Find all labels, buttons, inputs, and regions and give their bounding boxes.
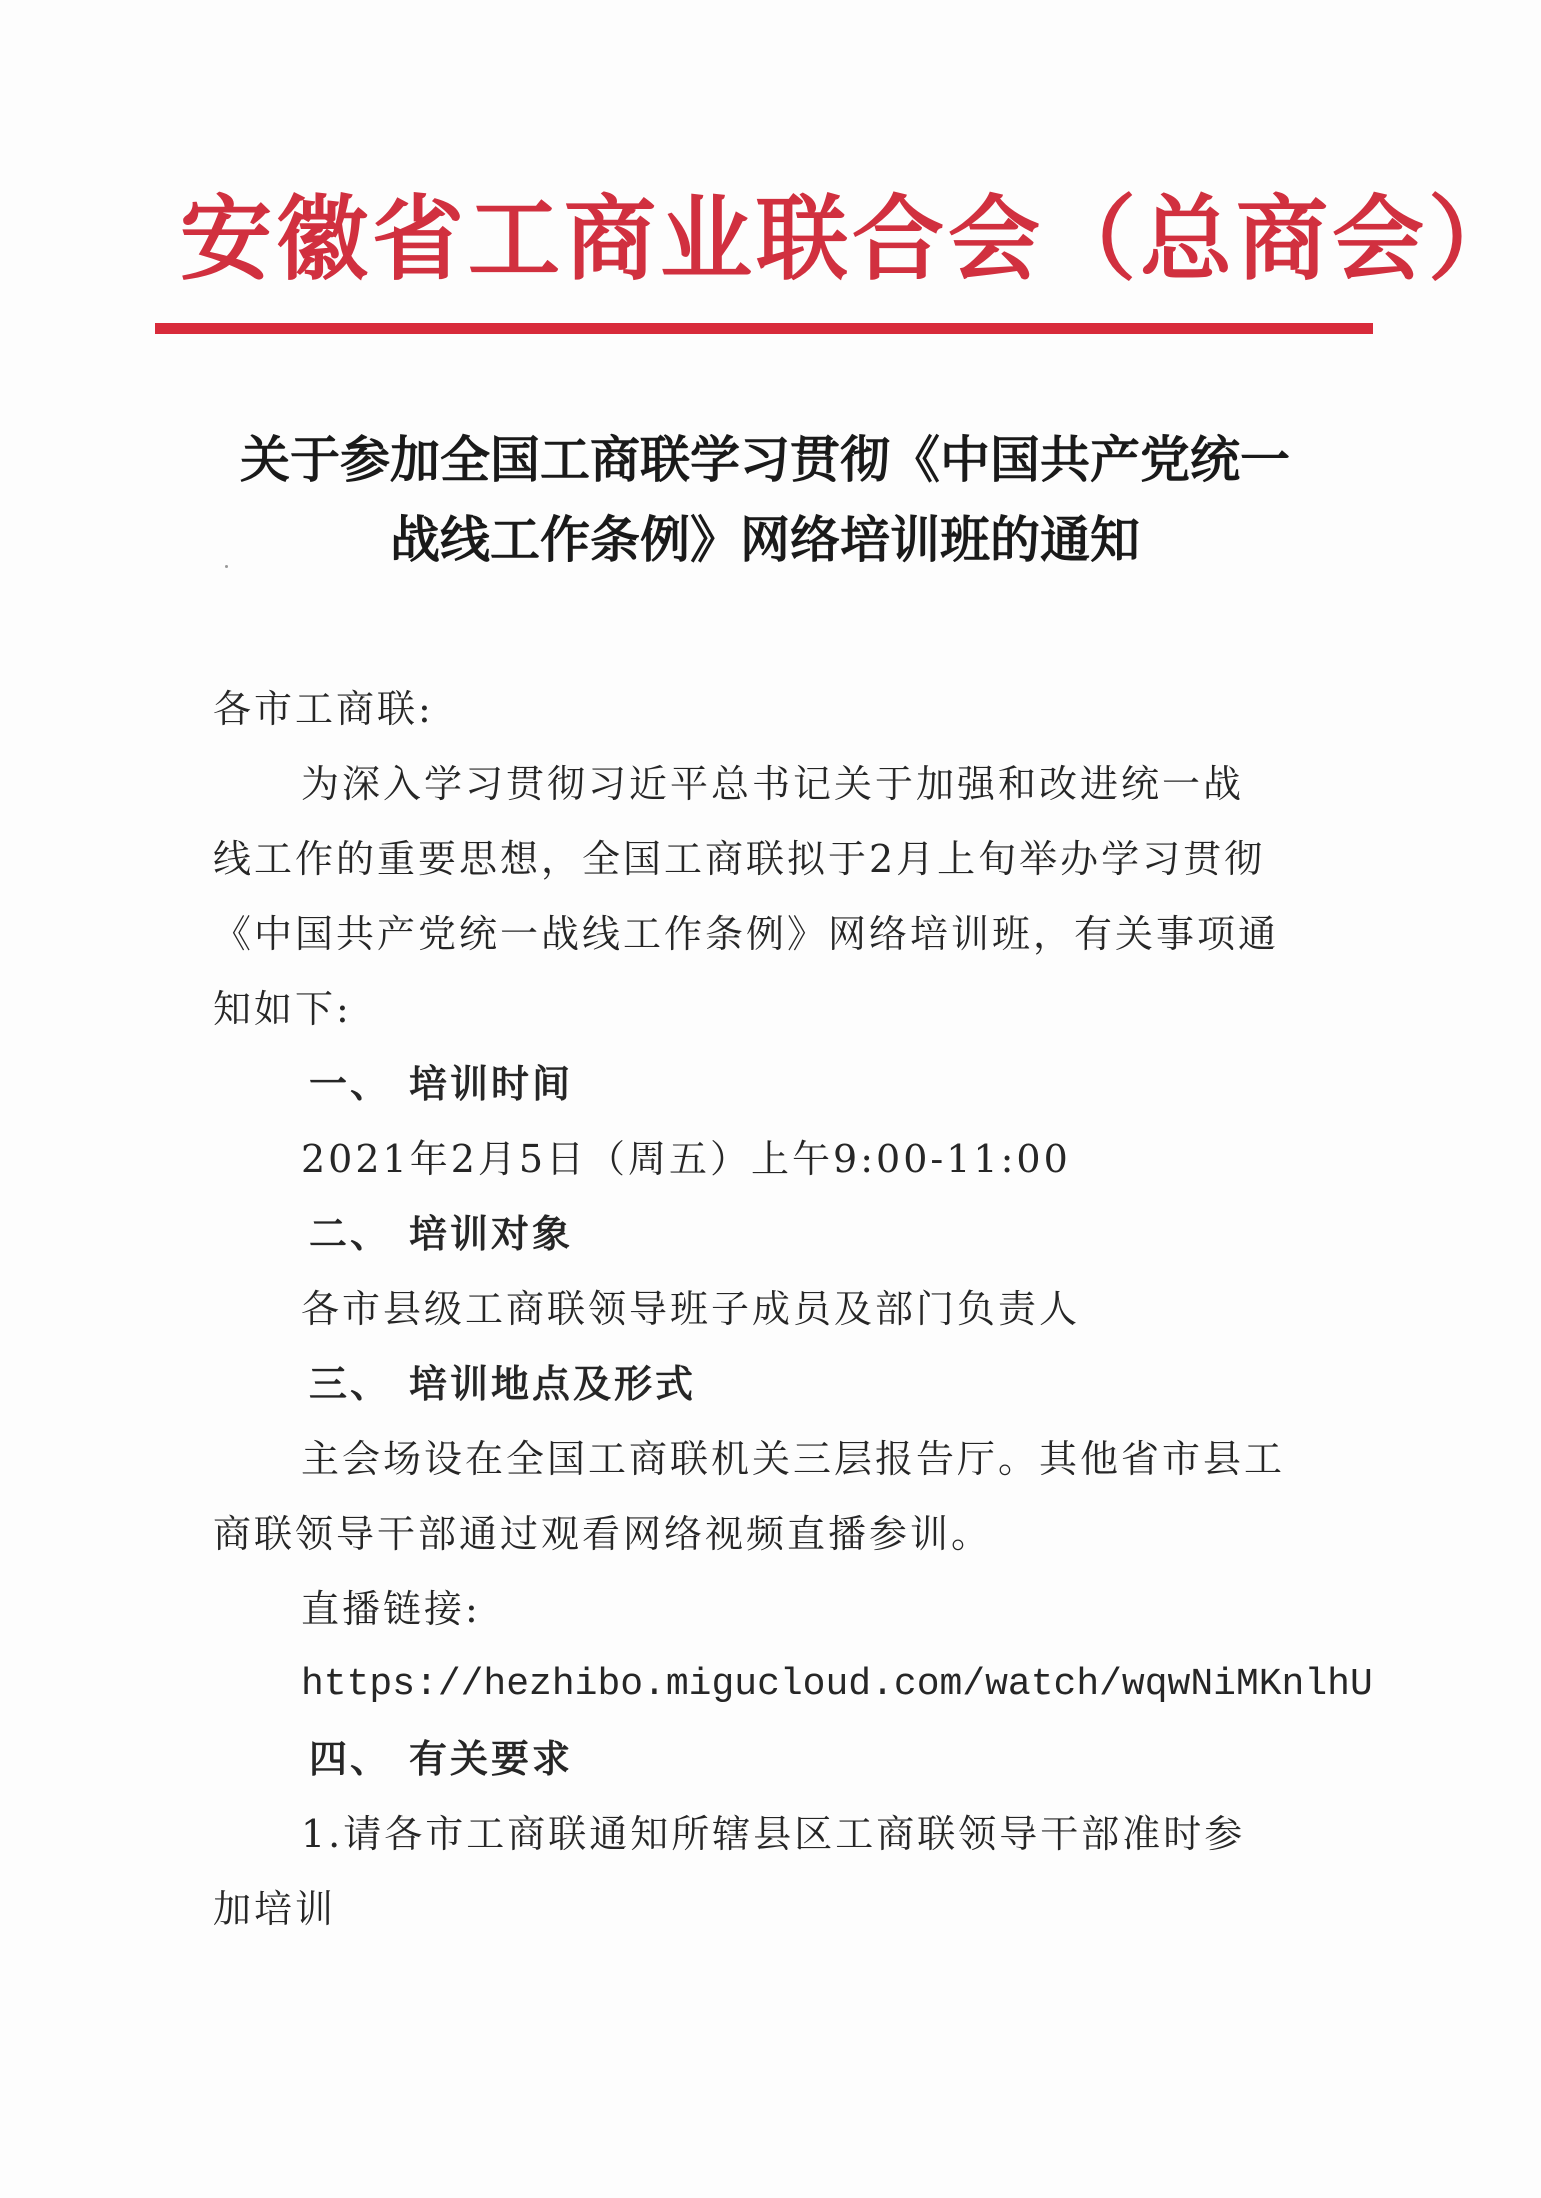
scan-speck bbox=[225, 565, 228, 568]
section-title: 有关要求 bbox=[409, 1737, 574, 1781]
document-body bbox=[213, 672, 1373, 1947]
section-4-line-1: 1.请各市工商联通知所辖县区工商联领导干部准时参 bbox=[301, 1812, 1246, 1856]
title-line-1: 关于参加全国工商联学习贯彻《中国共产党统一 bbox=[240, 431, 1290, 489]
section-number: 一、 bbox=[309, 1062, 392, 1106]
document-title bbox=[160, 420, 1370, 580]
live-stream-link[interactable]: https://hezhibo.migucloud.com/watch/wqwNiMKnlhU bbox=[301, 1663, 1373, 1706]
section-3-line-3: 直播链接: bbox=[301, 1587, 481, 1631]
section-number: 三、 bbox=[309, 1362, 392, 1406]
section-4-line-2: 加培训 bbox=[213, 1887, 337, 1931]
title-line-2: 战线工作条例》网络培训班的通知 bbox=[390, 511, 1140, 569]
intro-line-4: 知如下: bbox=[213, 987, 352, 1031]
section-heading-3 bbox=[213, 1347, 1323, 1422]
intro-line-3: 《中国共产党统一战线工作条例》网络培训班，有关事项通 bbox=[213, 912, 1280, 956]
letterhead-org-name: 安徽省工商业联合会（总商会） bbox=[180, 186, 1525, 293]
section-heading-4 bbox=[213, 1722, 1323, 1797]
section-number: 四、 bbox=[309, 1737, 392, 1781]
section-3-line-2: 商联领导干部通过观看网络视频直播参训。 bbox=[213, 1512, 993, 1556]
intro-line-2: 线工作的重要思想，全国工商联拟于2月上旬举办学习贯彻 bbox=[213, 837, 1266, 881]
section-title: 培训时间 bbox=[409, 1062, 574, 1106]
section-number: 二、 bbox=[309, 1212, 392, 1256]
letterhead-red-rule bbox=[155, 323, 1373, 334]
section-heading-1 bbox=[213, 1047, 1323, 1122]
salutation: 各市工商联: bbox=[213, 687, 434, 731]
section-title: 培训对象 bbox=[409, 1212, 574, 1256]
section-heading-2 bbox=[213, 1197, 1323, 1272]
intro-line-1: 为深入学习贯彻习近平总书记关于加强和改进统一战 bbox=[301, 762, 1245, 806]
section-1-line-1: 2021年2月5日（周五）上午9:00-11:00 bbox=[301, 1137, 1071, 1181]
section-2-line-1: 各市县级工商联领导班子成员及部门负责人 bbox=[301, 1287, 1081, 1331]
section-3-line-1: 主会场设在全国工商联机关三层报告厅。其他省市县工 bbox=[301, 1437, 1286, 1481]
section-title: 培训地点及形式 bbox=[409, 1362, 697, 1406]
